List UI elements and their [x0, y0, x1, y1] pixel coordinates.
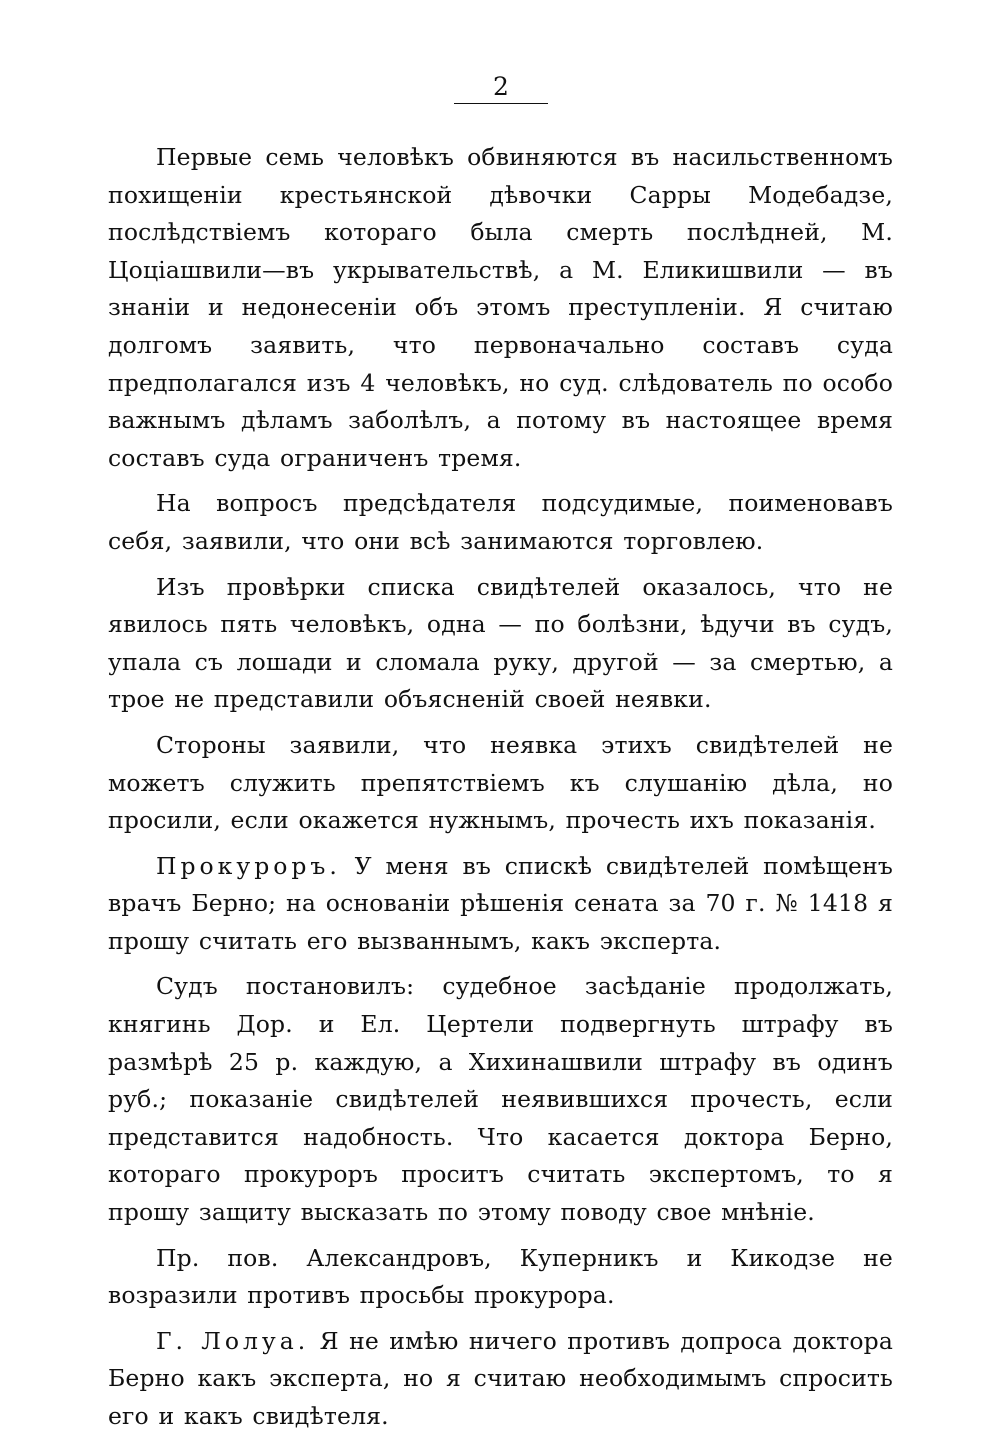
paragraph-text: На вопросъ предсѣдателя подсудимые, поименовавъ себя, заявили, что они всѣ занимаются торговлею.	[108, 489, 893, 555]
paragraph-text: Я не имѣю ничего противъ допроса доктора Берно какъ эксперта, но я считаю необходимымъ спросить его и какъ свидѣтеля.	[108, 1326, 893, 1430]
paragraph-charges	[108, 139, 893, 477]
paragraph-text: У меня въ спискѣ свидѣтелей помѣщенъ врачъ Берно; на основаніи рѣшенія сената за 70 г. № 1418 я прошу считать его вызваннымъ, какъ эксперта.	[108, 851, 894, 955]
paragraph-defense-no-objection	[108, 1240, 893, 1315]
body-text	[108, 139, 893, 1444]
paragraph-prosecutor	[108, 848, 893, 961]
paragraph-witness-check	[108, 569, 893, 719]
speaker-name: Г. Лолуа.	[156, 1326, 310, 1355]
paragraph-defendants-occupation	[108, 485, 893, 560]
page-number-rule	[454, 103, 548, 104]
speaker-name: Прокуроръ.	[156, 851, 341, 880]
paragraph-parties-statement	[108, 727, 893, 840]
paragraph-text: Стороны заявили, что неявка этихъ свидѣтелей не можетъ служить препятствіемъ къ слушанію дѣла, но просили, если окажется нужнымъ, прочесть ихъ показанія.	[108, 730, 893, 835]
paragraph-court-ruling	[108, 968, 893, 1231]
paragraph-text: Изъ провѣрки списка свидѣтелей оказалось, что не явилось пять человѣкъ, одна — по болѣзни, ѣдучи въ судъ, упала съ лошади и сломала руку, другой — за смертью, а трое не представили объясненій своей неявки.	[108, 572, 893, 714]
paragraph-text: Судъ постановилъ: судебное засѣданіе продолжать, княгинь Дор. и Ел. Цертели подвергнуть штрафу въ размѣрѣ 25 р. каждую, а Хихинашвили штрафу въ одинъ руб.; показаніе свидѣтелей неявившихся прочесть, если представится надобность. Что касается доктора Берно, котораго прокуроръ проситъ считать экспертомъ, то я прошу защиту высказать по этому поводу свое мнѣніе.	[108, 972, 893, 1227]
paragraph-text: Пр. пов. Александровъ, Куперникъ и Кикодзе не возразили противъ просьбы прокурора.	[108, 1243, 893, 1310]
page-number: 2	[493, 72, 509, 101]
paragraph-text: Первые семь человѣкъ обвиняются въ насильственномъ похищеніи крестьянской дѣвочки Сарры Модебадзе, послѣдствіемъ котораго была смерть послѣдней, М. Цоціашвили—въ укрывательствѣ, а М. Еликишвили — въ знаніи и недонесеніи объ этомъ преступленіи. Я считаю долгомъ заявить, что первоначально составъ суда предполагался изъ 4 человѣкъ, но суд. слѣдователь по особо важнымъ дѣламъ заболѣлъ, а потому въ настоящее время составъ суда ограниченъ тремя.	[108, 143, 893, 472]
